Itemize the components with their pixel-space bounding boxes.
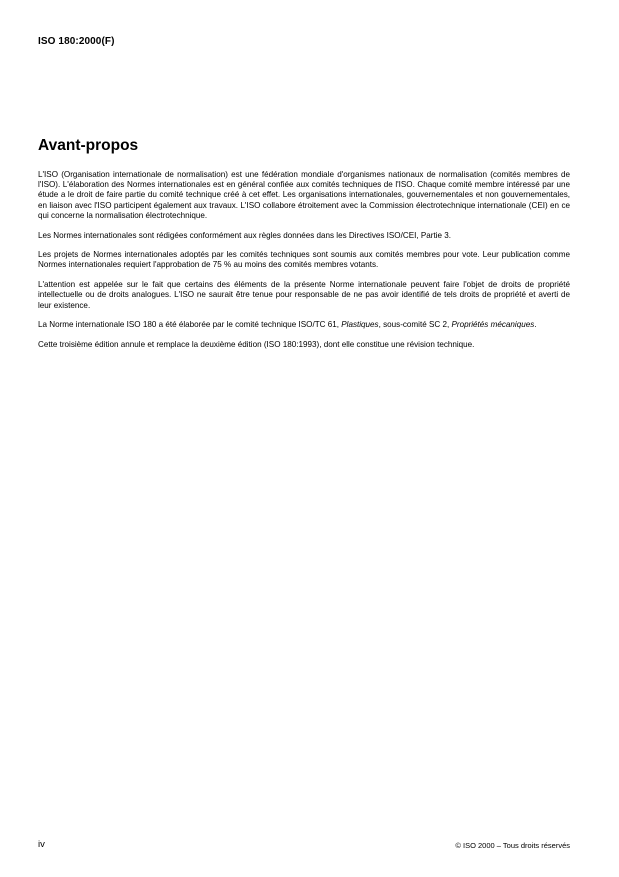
committee-text-after: . (534, 320, 537, 330)
foreword-body (38, 170, 570, 360)
paragraph-patent-rights: L'attention est appelée sur le fait que certains des éléments de la présente Norme internationale peuvent faire l'objet de droits de propriété intellectuelle ou de droits analogues. L'ISO ne saurait être tenue pour responsable de ne pas avoir identifié de tels droits de propriété et averti de leur existence. (38, 280, 570, 310)
subcommittee-name: Propriétés mécaniques (451, 320, 535, 330)
document-id: ISO 180:2000(F) (38, 36, 115, 47)
copyright-notice: © ISO 2000 – Tous droits réservés (455, 841, 570, 850)
paragraph-committee (38, 320, 570, 330)
paragraph-edition: Cette troisième édition annule et remplace la deuxième édition (ISO 180:1993), dont elle constitue une révision technique. (38, 339, 475, 349)
committee-name: Plastiques (341, 320, 379, 330)
paragraph-directives: Les Normes internationales sont rédigées conformément aux règles données dans les Directives ISO/CEI, Partie 3. (38, 230, 451, 240)
page-number: iv (38, 839, 45, 850)
committee-text-middle: , sous-comité SC 2, (378, 320, 452, 330)
section-title: Avant-propos (38, 137, 139, 154)
paragraph-voting: Les projets de Normes internationales adoptés par les comités techniques sont soumis aux comités membres pour vote. Leur publication comme Normes internationales requiert l'approbation de 75 % au moins des comités membres votants. (38, 250, 570, 270)
paragraph-iso-organisation: L'ISO (Organisation internationale de normalisation) est une fédération mondiale d'organismes nationaux de normalisation (comités membres de l'ISO). L'élaboration des Normes internationales est en général confiée aux comités techniques de l'ISO. Chaque comité membre intéressé par une étude a le droit de faire partie du comité technique créé à cet effet. Les organisations internationales, gouvernementales et non gouvernementales, en liaison avec l'ISO participent également aux travaux. L'ISO collabore étroitement avec la Commission électrotechnique internationale (CEI) en ce qui concerne la normalisation électrotechnique. (38, 170, 570, 220)
committee-text-before: La Norme internationale ISO 180 a été élaborée par le comité technique ISO/TC 61, (38, 320, 342, 330)
